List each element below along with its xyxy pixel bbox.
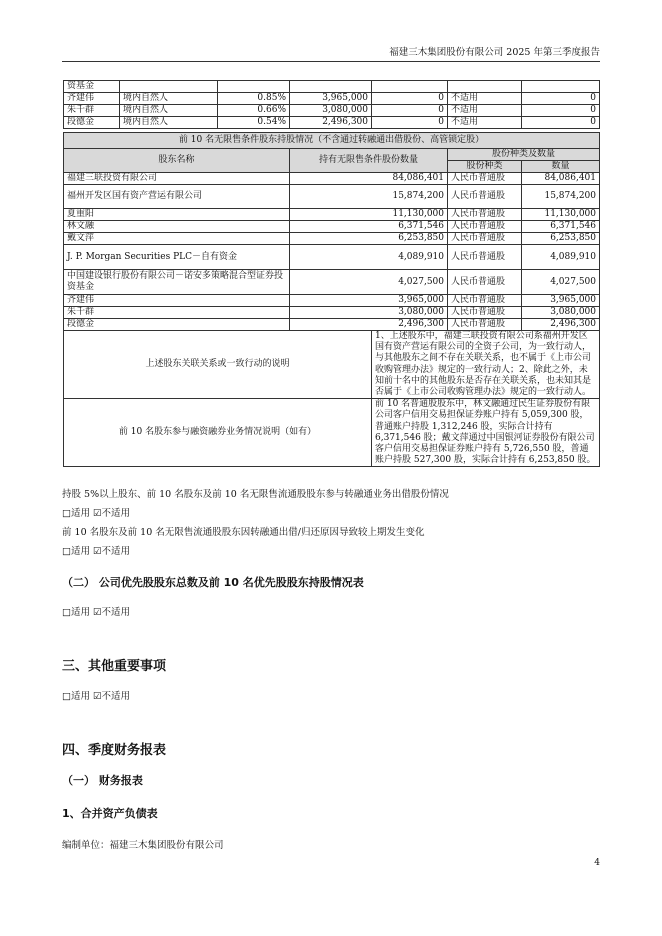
other-matters-heading: 三、其他重要事项 [62,659,167,674]
shareholder-qty: 2,496,300 [290,319,448,331]
table-row [64,233,600,245]
shareholder-count: 3,080,000 [522,307,600,319]
shareholder-count: 6,371,546 [522,221,600,233]
col-header-share-group: 股份种类及数量 [448,149,600,161]
table-cell [372,81,448,93]
top-shareholders-tail-table [63,80,600,129]
table-cell: 0 [522,105,600,117]
table-cell: 0 [372,93,448,105]
compiler-line: 编制单位：福建三木集团股份有限公司 [62,840,224,851]
table-cell: 段德金 [64,117,120,129]
shareholder-type: 人民币普通股 [448,173,522,185]
table-cell: 3,080,000 [290,105,372,117]
shareholder-name: 夏重阳 [64,209,290,221]
table-cell: 境内自然人 [120,105,218,117]
shareholder-qty: 84,086,401 [290,173,448,185]
shareholder-type: 人民币普通股 [448,295,522,307]
table-row [64,245,600,270]
shareholder-name: 齐建伟 [64,295,290,307]
table-cell [448,81,522,93]
margin-row [64,399,600,467]
header-rule [62,61,600,62]
relation-label: 上述股东关联关系或一致行动的说明 [64,331,372,399]
shareholder-name: 福州开发区国有资产营运有限公司 [64,185,290,209]
preferred-check: □适用 ☑不适用 [62,607,131,618]
table-cell: 齐建伟 [64,93,120,105]
shareholder-count: 11,130,000 [522,209,600,221]
shareholder-count: 15,874,200 [522,185,600,209]
table-cell [522,81,600,93]
shareholder-type: 人民币普通股 [448,270,522,295]
table-cell: 不适用 [448,105,522,117]
table-row [64,81,600,93]
col-header-quantity: 持有无限售条件股份数量 [290,149,448,173]
change-check: □适用 ☑不适用 [62,546,131,557]
margin-text: 前 10 名普通股股东中，林文融通过民生证券股份有限公司客户信用交易担保证券账户持有 5,059,300 股，普通账户持股 1,312,246 股，实际合计持有 6,371,546 股；戴文萍通过中国银河证券股份有限公司客户信用交易担保证券账户持有 5,726,550 股，普通账户持股 527,300 股，实际合计持有 6,253,850 股。 [372,399,600,467]
table-cell [290,81,372,93]
page-number: 4 [594,858,600,868]
unrestricted-shareholders-table [63,132,600,467]
shareholder-qty: 11,130,000 [290,209,448,221]
table-cell: 0 [372,117,448,129]
shareholder-name: 戴文萍 [64,233,290,245]
table-row [64,209,600,221]
shareholder-qty: 4,089,910 [290,245,448,270]
shareholder-name: J. P. Morgan Securities PLC－自有资金 [64,245,290,270]
table-cell: 3,965,000 [290,93,372,105]
financial-statements-subheading: （一） 财务报表 [62,774,143,787]
table-cell: 朱千群 [64,105,120,117]
shareholder-count: 4,089,910 [522,245,600,270]
shareholder-count: 84,086,401 [522,173,600,185]
table-cell: 0.85% [218,93,290,105]
margin-label: 前 10 名股东参与融资融券业务情况说明（如有） [64,399,372,467]
shareholder-name: 福建三联投资有限公司 [64,173,290,185]
shareholder-count: 4,027,500 [522,270,600,295]
table-cell: 境内自然人 [120,93,218,105]
table-cell: 0.54% [218,117,290,129]
shareholder-type: 人民币普通股 [448,307,522,319]
table-cell: 0 [522,93,600,105]
lending-check: □适用 ☑不适用 [62,508,131,519]
table-cell [120,81,218,93]
col-header-name: 股东名称 [64,149,290,173]
table-row [64,221,600,233]
col-header-share-type: 股份种类 [448,161,522,173]
table-row [64,319,600,331]
balance-sheet-heading: 1、合并资产负债表 [62,807,158,820]
shareholder-type: 人民币普通股 [448,245,522,270]
shareholder-count: 2,496,300 [522,319,600,331]
change-paragraph: 前 10 名股东及前 10 名无限售流通股股东因转融通出借/归还原因导致较上期发生变化 [62,527,425,538]
shareholder-name: 林文融 [64,221,290,233]
shareholder-qty: 4,027,500 [290,270,448,295]
relation-row [64,331,600,399]
relation-text: 1、上述股东中，福建三联投资有限公司系福州开发区国有资产营运有限公司的全资子公司，为一致行动人，与其他股东之间不存在关联关系，也不属于《上市公司收购管理办法》规定的一致行动人；2、除此之外，未知前十名中的其他股东是否存在关联关系，也未知其是否属于《上市公司收购管理办法》规定的一致行动人。 [372,331,600,399]
other-matters-check: □适用 ☑不适用 [62,691,131,702]
section-title: 前 10 名无限售条件股东持股情况（不含通过转融通出借股份、高管锁定股） [64,133,600,149]
shareholder-name: 中国建设银行股份有限公司－诺安多策略混合型证券投资基金 [64,270,290,295]
table-cell: 不适用 [448,117,522,129]
table-cell: 0 [372,105,448,117]
table-cell [218,81,290,93]
shareholder-type: 人民币普通股 [448,319,522,331]
shareholder-qty: 3,080,000 [290,307,448,319]
shareholder-qty: 6,253,850 [290,233,448,245]
preferred-shares-heading: （二） 公司优先股股东总数及前 10 名优先股股东持股情况表 [62,576,364,589]
shareholder-qty: 3,965,000 [290,295,448,307]
shareholder-type: 人民币普通股 [448,209,522,221]
table-row [64,185,600,209]
financial-statements-heading: 四、季度财务报表 [62,743,167,758]
table-row [64,105,600,117]
table-row [64,117,600,129]
shareholder-type: 人民币普通股 [448,221,522,233]
report-header: 福建三木集团股份有限公司 2025 年第三季度报告 [389,47,600,58]
shareholder-qty: 15,874,200 [290,185,448,209]
table-cell: 0.66% [218,105,290,117]
table-row [64,295,600,307]
table-row [64,270,600,295]
col-header-share-count: 数量 [522,161,600,173]
shareholder-name: 段德金 [64,319,290,331]
table-cell: 资基金 [64,81,120,93]
shareholder-count: 6,253,850 [522,233,600,245]
shareholder-type: 人民币普通股 [448,233,522,245]
shareholder-qty: 6,371,546 [290,221,448,233]
table-cell: 0 [522,117,600,129]
shareholder-count: 3,965,000 [522,295,600,307]
shareholder-type: 人民币普通股 [448,185,522,209]
table-row [64,307,600,319]
table-cell: 不适用 [448,93,522,105]
lending-paragraph: 持股 5%以上股东、前 10 名股东及前 10 名无限售流通股股东参与转融通业务出借股份情况 [62,489,449,500]
table-row [64,173,600,185]
table-cell: 2,496,300 [290,117,372,129]
table-row [64,93,600,105]
shareholder-name: 朱千群 [64,307,290,319]
table-cell: 境内自然人 [120,117,218,129]
